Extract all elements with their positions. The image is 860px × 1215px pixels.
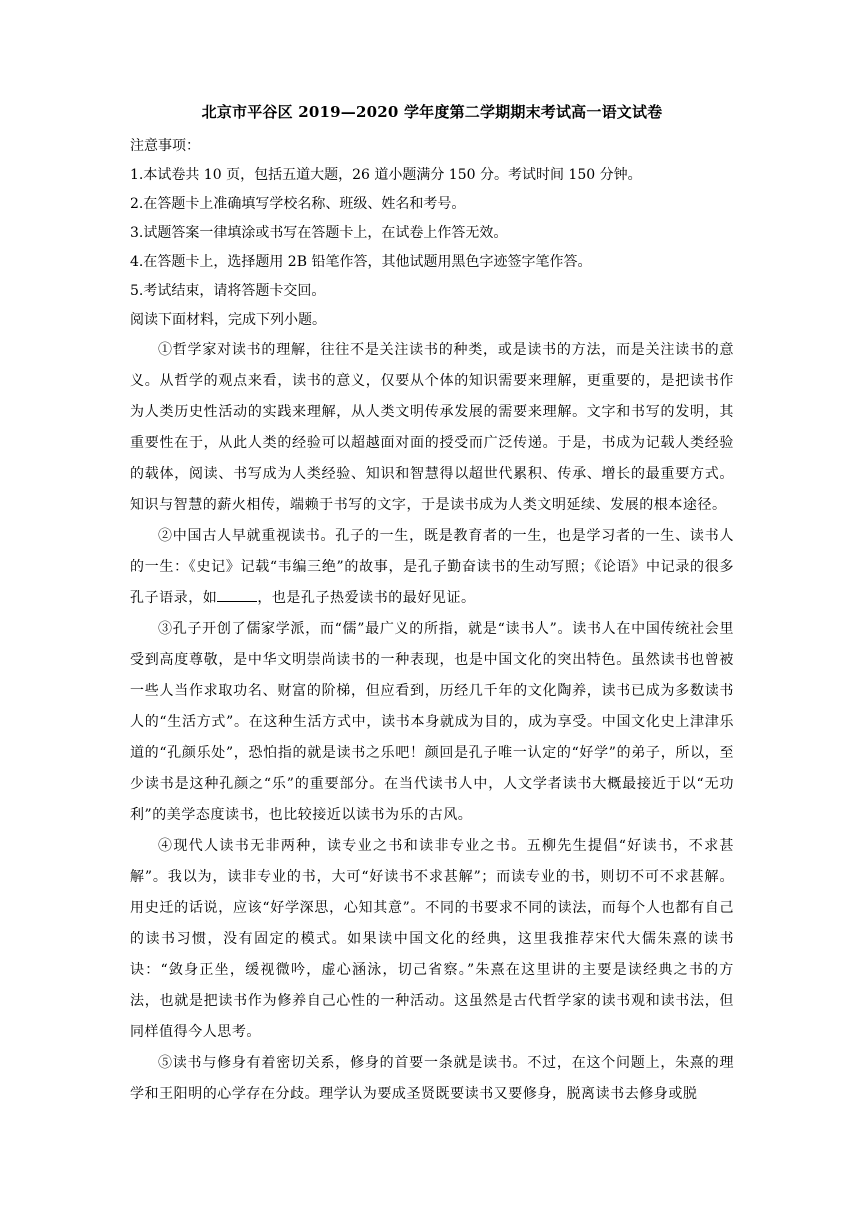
notice-item-1: 1.本试卷共 10 页，包括五道大题，26 道小题满分 150 分。考试时间 150 分钟。 <box>130 167 642 183</box>
fill-in-blank <box>217 587 257 602</box>
paragraph-2-after-blank: ，也是孔子热爱读书的最好见证。 <box>257 590 476 606</box>
notice-item-5: 5.考试结束，请将答题卡交回。 <box>130 283 326 299</box>
paragraph-2 <box>130 521 734 614</box>
paragraph-5: ⑤读书与修身有着密切关系，修身的首要一条就是读书。不过，在这个问题上，朱熹的理学和王阳明的心学存在分歧。理学认为要成圣贤既要读书又要修身，脱离读书去修身或脱 <box>130 1055 734 1102</box>
paragraph-1: ①哲学家对读书的理解，往往不是关注读书的种类，或是读书的方法，而是关注读书的意义。从哲学的观点来看，读书的意义，仅要从个体的知识需要来理解，更重要的，是把读书作为人类历史性活动的实践来理解，从人类文明传承发展的需要来理解。文字和书写的发明，其重要性在于，从此人类的经验可以超越面对面的授受而广泛传递。于是，书成为记载人类经验的载体，阅读、书写成为人类经验、知识和智慧得以超世代累积、传承、增长的最重要方式。知识与智慧的薪火相传，端赖于书写的文字，于是读书成为人类文明延续、发展的根本途径。 <box>130 342 734 513</box>
paragraph-4: ④现代人读书无非两种，读专业之书和读非专业之书。五柳先生提倡“好读书，不求甚解”。我以为，读非专业的书，大可“好读书不求甚解”；而读专业的书，则切不可不求甚解。用史迁的话说，应该“好学深思，心知其意”。不同的书要求不同的读法，而每个人也都有自己的读书习惯，没有固定的模式。如果读中国文化的经典，这里我推荐宋代大儒朱熹的读书诀：“敛身正坐，缓视微吟，虚心涵泳，切己省察。”朱熹在这里讲的主要是读经典之书的方法，也就是把读书作为修养自己心性的一种活动。这虽然是古代哲学家的读书观和读书法，但同样值得今人思考。 <box>130 838 734 1040</box>
paragraph-3: ③孔子开创了儒家学派，而“儒”最广义的所指，就是“读书人”。读书人在中国传统社会里受到高度尊敬，是中华文明崇尚读书的一种表现，也是中国文化的突出特色。虽然读书也曾被一些人当作求取功名、财富的阶梯，但应看到，历经几千年的文化陶养，读书已成为多数读书人的“生活方式”。在这种生活方式中，读书本身就成为目的，成为享受。中国文化史上津津乐道的“孔颜乐处”，恐怕指的就是读书之乐吧！颜回是孔子唯一认定的“好学”的弟子，所以，至少读书是这种孔颜之“乐”的重要部分。在当代读书人中，人文学者读书大概最接近于以“无功利”的美学态度读书，也比较接近以读书为乐的古风。 <box>130 621 734 823</box>
notice-item-2: 2.在答题卡上准确填写学校名称、班级、姓名和考号。 <box>130 196 466 212</box>
exam-title: 北京市平谷区 2019—2020 学年度第二学期期末考试高一语文试卷 <box>201 103 663 121</box>
notice-item-4: 4.在答题卡上，选择题用 2B 铅笔作答，其他试题用黑色字迹签字笔作答。 <box>130 254 592 270</box>
notice-item-3: 3.试题答案一律填涂或书写在答题卡上，在试卷上作答无效。 <box>130 225 508 241</box>
notice-heading: 注意事项： <box>130 138 200 154</box>
reading-instruction: 阅读下面材料，完成下列小题。 <box>130 312 326 328</box>
paragraph-2-before-blank: ②中国古人早就重视读书。孔子的一生，既是教育者的一生，也是学习者的一生、读书人的一生：《史记》记载“韦编三绝”的故事，是孔子勤奋读书的生动写照；《论语》中记录的很多孔子语录，如 <box>130 528 734 606</box>
